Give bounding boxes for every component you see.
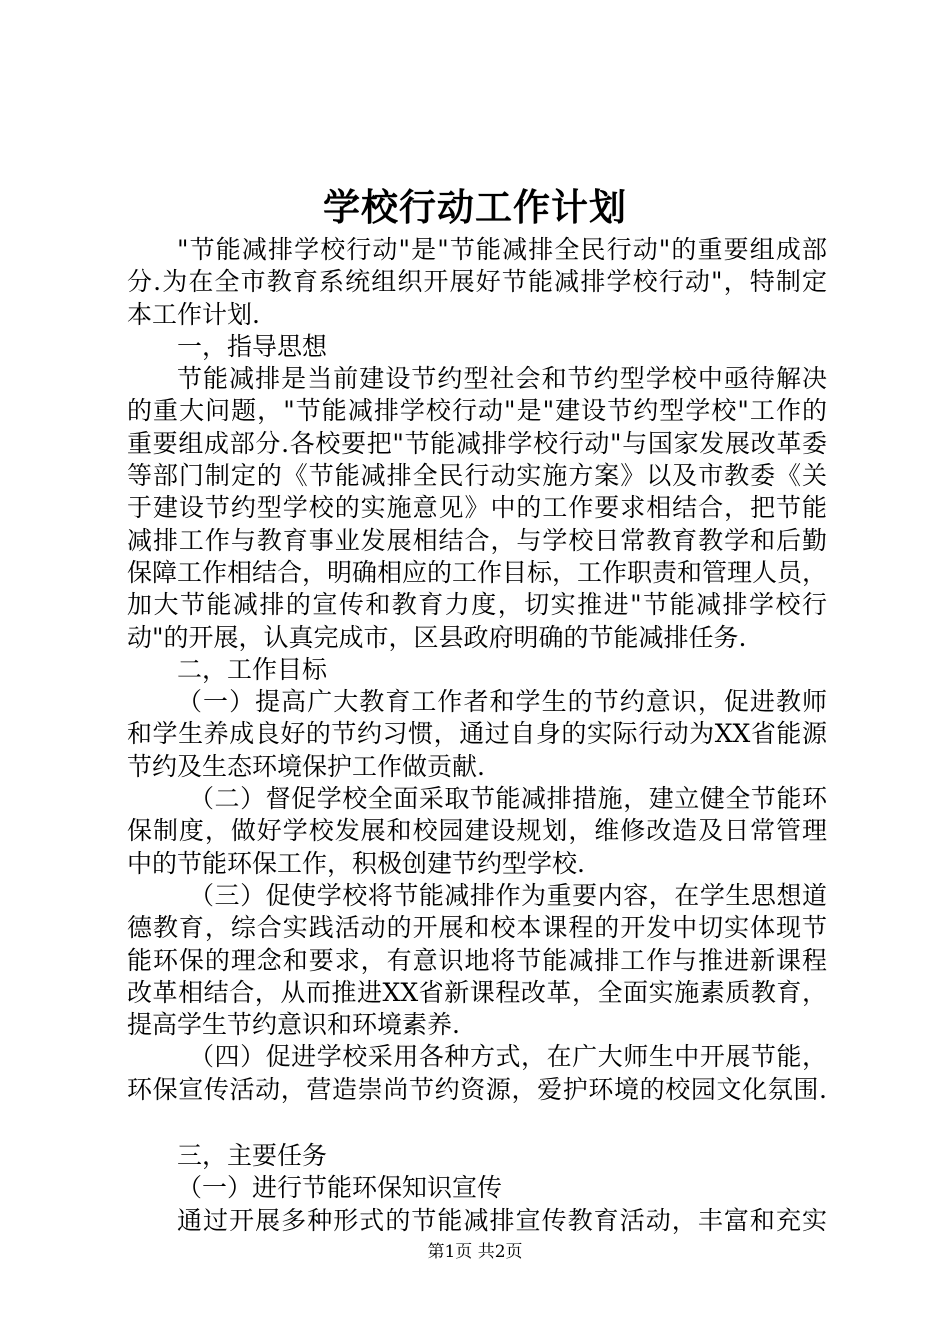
paragraph-line: 提高学生节约意识和环境素养. — [127, 1010, 460, 1040]
paragraph-line: 中的节能环保工作，积极创建节约型学校. — [127, 848, 585, 878]
paragraph-line: 加大节能减排的宣传和教育力度，切实推进"节能减排学校行 — [127, 590, 827, 620]
paragraph-line: 通过开展多种形式的节能减排宣传教育活动，丰富和充实 — [177, 1205, 827, 1235]
paragraph-line: 保障工作相结合，明确相应的工作目标，工作职责和管理人员， — [127, 557, 827, 587]
paragraph-line: "节能减排学校行动"是"节能减排全民行动"的重要组成部 — [177, 235, 827, 264]
paragraph-line: （三）促使学校将节能减排作为重要内容，在学生思想道 — [189, 880, 827, 910]
paragraph-line: 重要组成部分.各校要把"节能减排学校行动"与国家发展改革委 — [127, 428, 827, 458]
paragraph-line: 保制度，做好学校发展和校园建设规划，维修改造及日常管理 — [127, 816, 827, 846]
paragraph-line: 环保宣传活动，营造崇尚节约资源，爱护环境的校园文化氛围. — [127, 1074, 827, 1104]
section-heading: 一，指导思想 — [177, 331, 328, 361]
paragraph-line: （二）督促学校全面采取节能减排措施，建立健全节能环 — [189, 784, 827, 814]
paragraph-line: 节约及生态环境保护工作做贡献. — [127, 751, 485, 781]
document-title: 学校行动工作计划 — [323, 186, 627, 229]
page-number: 第1页 共2页 — [427, 1242, 523, 1262]
section-heading: 三，主要任务 — [177, 1141, 328, 1171]
paragraph-line: 和学生养成良好的节约习惯，通过自身的实际行动为XX省能源 — [127, 719, 827, 749]
subsection-heading: （一）进行节能环保知识宣传 — [177, 1173, 503, 1203]
section-heading: 二，工作目标 — [177, 654, 328, 684]
paragraph-line: 本工作计划. — [127, 299, 260, 329]
paragraph-line: 等部门制定的《节能减排全民行动实施方案》以及市教委《关 — [127, 461, 827, 491]
paragraph-line: 能环保的理念和要求，有意识地将节能减排工作与推进新课程 — [127, 945, 827, 975]
paragraph-line: （一）提高广大教育工作者和学生的节约意识，促进教师 — [177, 687, 827, 717]
paragraph-line: 改革相结合，从而推进XX省新课程改革，全面实施素质教育， — [127, 977, 827, 1007]
paragraph-line: 于建设节约型学校的实施意见》中的工作要求相结合，把节能 — [127, 493, 827, 523]
paragraph-line: 节能减排是当前建设节约型社会和节约型学校中亟待解决 — [177, 364, 827, 394]
paragraph-gap — [127, 1106, 827, 1140]
paragraph-line: 分.为在全市教育系统组织开展好节能减排学校行动"，特制定 — [127, 267, 827, 297]
paragraph-line: 的重大问题，"节能减排学校行动"是"建设节约型学校"工作的 — [127, 396, 827, 426]
paragraph-line: 德教育，综合实践活动的开展和校本课程的开发中切实体现节 — [127, 913, 827, 943]
paragraph-line: 动"的开展，认真完成市，区县政府明确的节能减排任务. — [127, 622, 747, 652]
paragraph-line: 减排工作与教育事业发展相结合，与学校日常教育教学和后勤 — [127, 525, 827, 555]
paragraph-line: （四）促进学校采用各种方式，在广大师生中开展节能， — [189, 1042, 827, 1072]
document-body — [127, 234, 827, 1237]
